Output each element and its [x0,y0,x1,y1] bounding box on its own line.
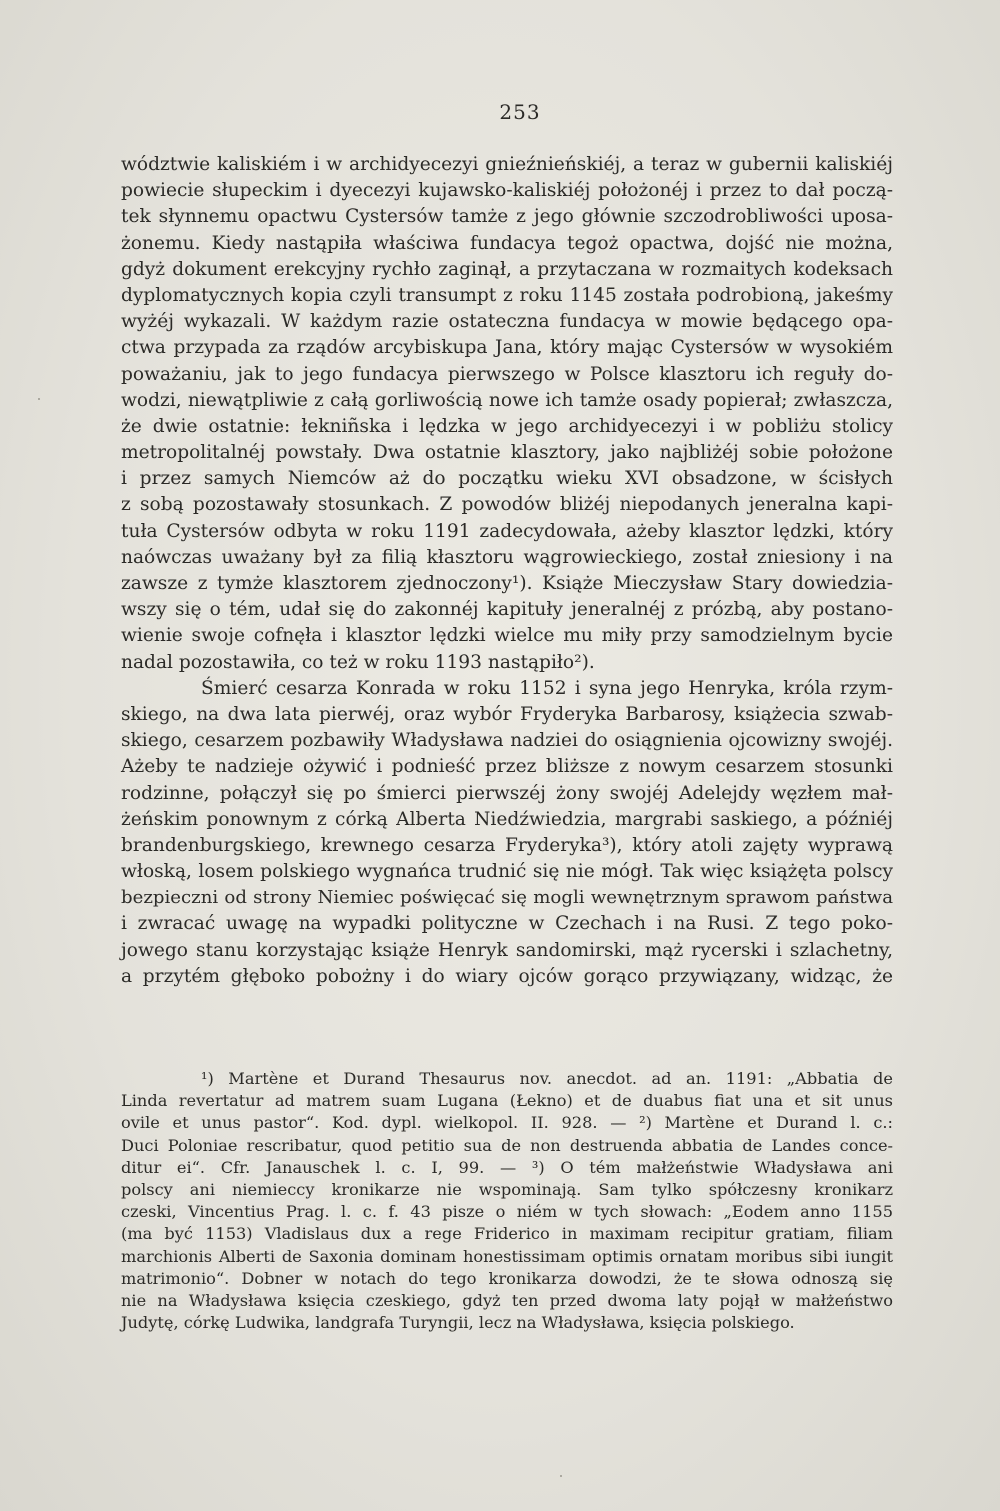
footnote-line: polscy ani niemieccy kronikarze nie wspominają. Sam tylko spółczesny kronikarz [121,1179,893,1199]
footnote-line: ovile et unus pastor“. Kod. dypl. wielkopol. II. 928. — ²) Martène et Durand l. c.: [121,1113,893,1133]
text-line: wienie swoje cofnęła i klasztor lędzki wielce mu miły przy samodzielnym bycie [121,625,893,647]
text-line: naówczas uważany był za filią kłasztoru wągrowieckiego, został zniesiony i na [121,546,893,568]
footnote-line: Duci Poloniae rescribatur, quod petitio sua de non destruenda abbatia de Landes conce- [121,1135,893,1155]
paragraph-start-line: Śmierć cesarza Konrada w roku 1152 i syna jego Henryka, króla rzym- [201,677,893,699]
text-line: wyżéj wykazali. W każdym razie ostateczna fundacya w mowie będącego opa- [121,311,893,333]
text-line: powiecie słupeckim i dyecezyi kujawsko-kaliskiéj położonéj i przez to dał począ- [121,180,893,202]
text-line: a przytém głęboko pobożny i do wiary ojców gorąco przywiązany, widząc, że [121,965,893,987]
footnote-line: czeski, Vincentius Prag. l. c. f. 43 pisze o niém w tych słowach: „Eodem anno 1155 [121,1202,893,1222]
text-line: włoską, losem polskiego wygnańca trudnić się nie mógł. Tak więc książęta polscy [121,861,893,883]
footnote-line: marchionis Alberti de Saxonia dominam honestissimam optimis ornatam moribus sibi iungit [121,1246,893,1266]
paragraph-end-line: nadal pozostawiła, co też w roku 1193 nastąpiło²). [121,651,595,673]
text-line: wszy się o tém, udał się do zakonnéj kapituły jeneralnéj z prózbą, aby postano- [121,599,893,621]
text-line: skiego, na dwa lata pierwéj, oraz wybór Fryderyka Barbarosy, książecia szwab- [121,703,893,725]
text-line: wództwie kaliskiém i w archidyecezyi gnieźnieńskiéj, a teraz w gubernii kaliskiéj [121,154,893,175]
text-line: wodzi, niewątpliwie z całą gorliwością nowe ich tamże osady popierał; zwłaszcza, [121,389,893,411]
footnote-line: ¹) Martène et Durand Thesaurus nov. anecdot. ad an. 1191: „Abbatia de [201,1069,893,1088]
text-line: zawsze z tymże klasztorem zjednoczony¹). Książe Mieczysław Stary dowiedzia- [121,573,893,594]
text-line: i zwracać uwagę na wypadki polityczne w Czechach i na Rusi. Z tego poko- [121,913,893,935]
text-line: metropolitalnéj powstały. Dwa ostatnie klasztory, jako najbliżéj sobie położone [121,442,893,464]
text-line: gdyż dokument erekcyjny rychło zaginął, a przytaczana w rozmaitych kodeksach [121,258,893,280]
text-line: z sobą pozostawały stosunkach. Z powodów bliżéj niepodanych jeneralna kapi- [121,494,893,516]
text-line: tuła Cystersów odbyta w roku 1191 zadecydowała, ażeby klasztor lędzki, który [121,520,893,542]
text-line: brandenburgskiego, krewnego cesarza Fryderyka³), który atoli zajęty wyprawą [121,834,893,856]
text-line: dyplomatycznych kopia czyli transumpt z roku 1145 została podrobioną, jakeśmy [121,284,893,306]
text-line: rodzinne, połączył się po śmierci pierwszéj żony swojéj Adelejdy węzłem mał- [121,782,893,804]
footnote-line: Judytę, córkę Ludwika, landgrafa Turyngii, lecz na Władysława, księcia polskiego. [121,1313,795,1333]
text-line: jowego stanu korzystając książe Henryk sandomirski, mąż rycerski i szlachetny, [121,939,893,961]
text-line: poważaniu, jak to jego fundacya pierwszego w Polsce klasztoru ich reguły do- [121,363,893,385]
text-line: że dwie ostatnie: łekniñska i lędzka w jego archidyecezyi i w pobliżu stolicy [121,415,893,437]
text-line: żonemu. Kiedy nastąpiła właściwa fundacya tegoż opactwa, dojść nie można, [121,232,893,254]
text-line: i przez samych Niemców aż do początku wieku XVI obsadzone, w ścisłych [121,468,893,490]
text-line: skiego, cesarzem pozbawiły Władysława nadziei do osiągnienia ojcowizny swojéj. [121,730,893,752]
page-number: 253 [499,100,541,124]
paper-speck [38,398,40,400]
text-line: żeńskim ponownym z córką Alberta Niedźwiedzia, margrabi saskiego, a późniéj [121,808,893,830]
footnote-line: ditur ei“. Cfr. Janauschek l. c. I, 99. — ³) O tém małżeństwie Władysława ani [121,1157,893,1177]
footnote-line: nie na Władysława księcia czeskiego, gdyż ten przed dwoma laty pojął w małżeństwo [121,1290,893,1310]
footnote-line: (ma być 1153) Vladislaus dux a rege Friderico in maximam recipitur gratiam, filiam [121,1224,893,1244]
text-line: tek słynnemu opactwu Cystersów tamże z jego głównie szczodrobliwości uposa- [121,206,893,228]
paper-speck [560,1475,562,1477]
footnotes [121,1068,893,1334]
text-line: ctwa przypada za rządów arcybiskupa Jana, który mając Cystersów w wysokiém [121,337,893,359]
text-line: bezpieczni od strony Niemiec poświęcać się mogli wewnętrznym sprawom państwa [121,887,893,909]
footnote-line: matrimonio“. Dobner w notach do tego kronikarza dowodzi, że te słowa odnoszą się [121,1268,893,1288]
main-text [121,152,893,990]
footnote-line: Linda revertatur ad matrem suam Lugana (Łekno) et de duabus fiat una et sit unus [121,1091,893,1111]
text-line: Ażeby te nadzieje ożywić i podnieść przez bliższe z nowym cesarzem stosunki [121,756,893,778]
